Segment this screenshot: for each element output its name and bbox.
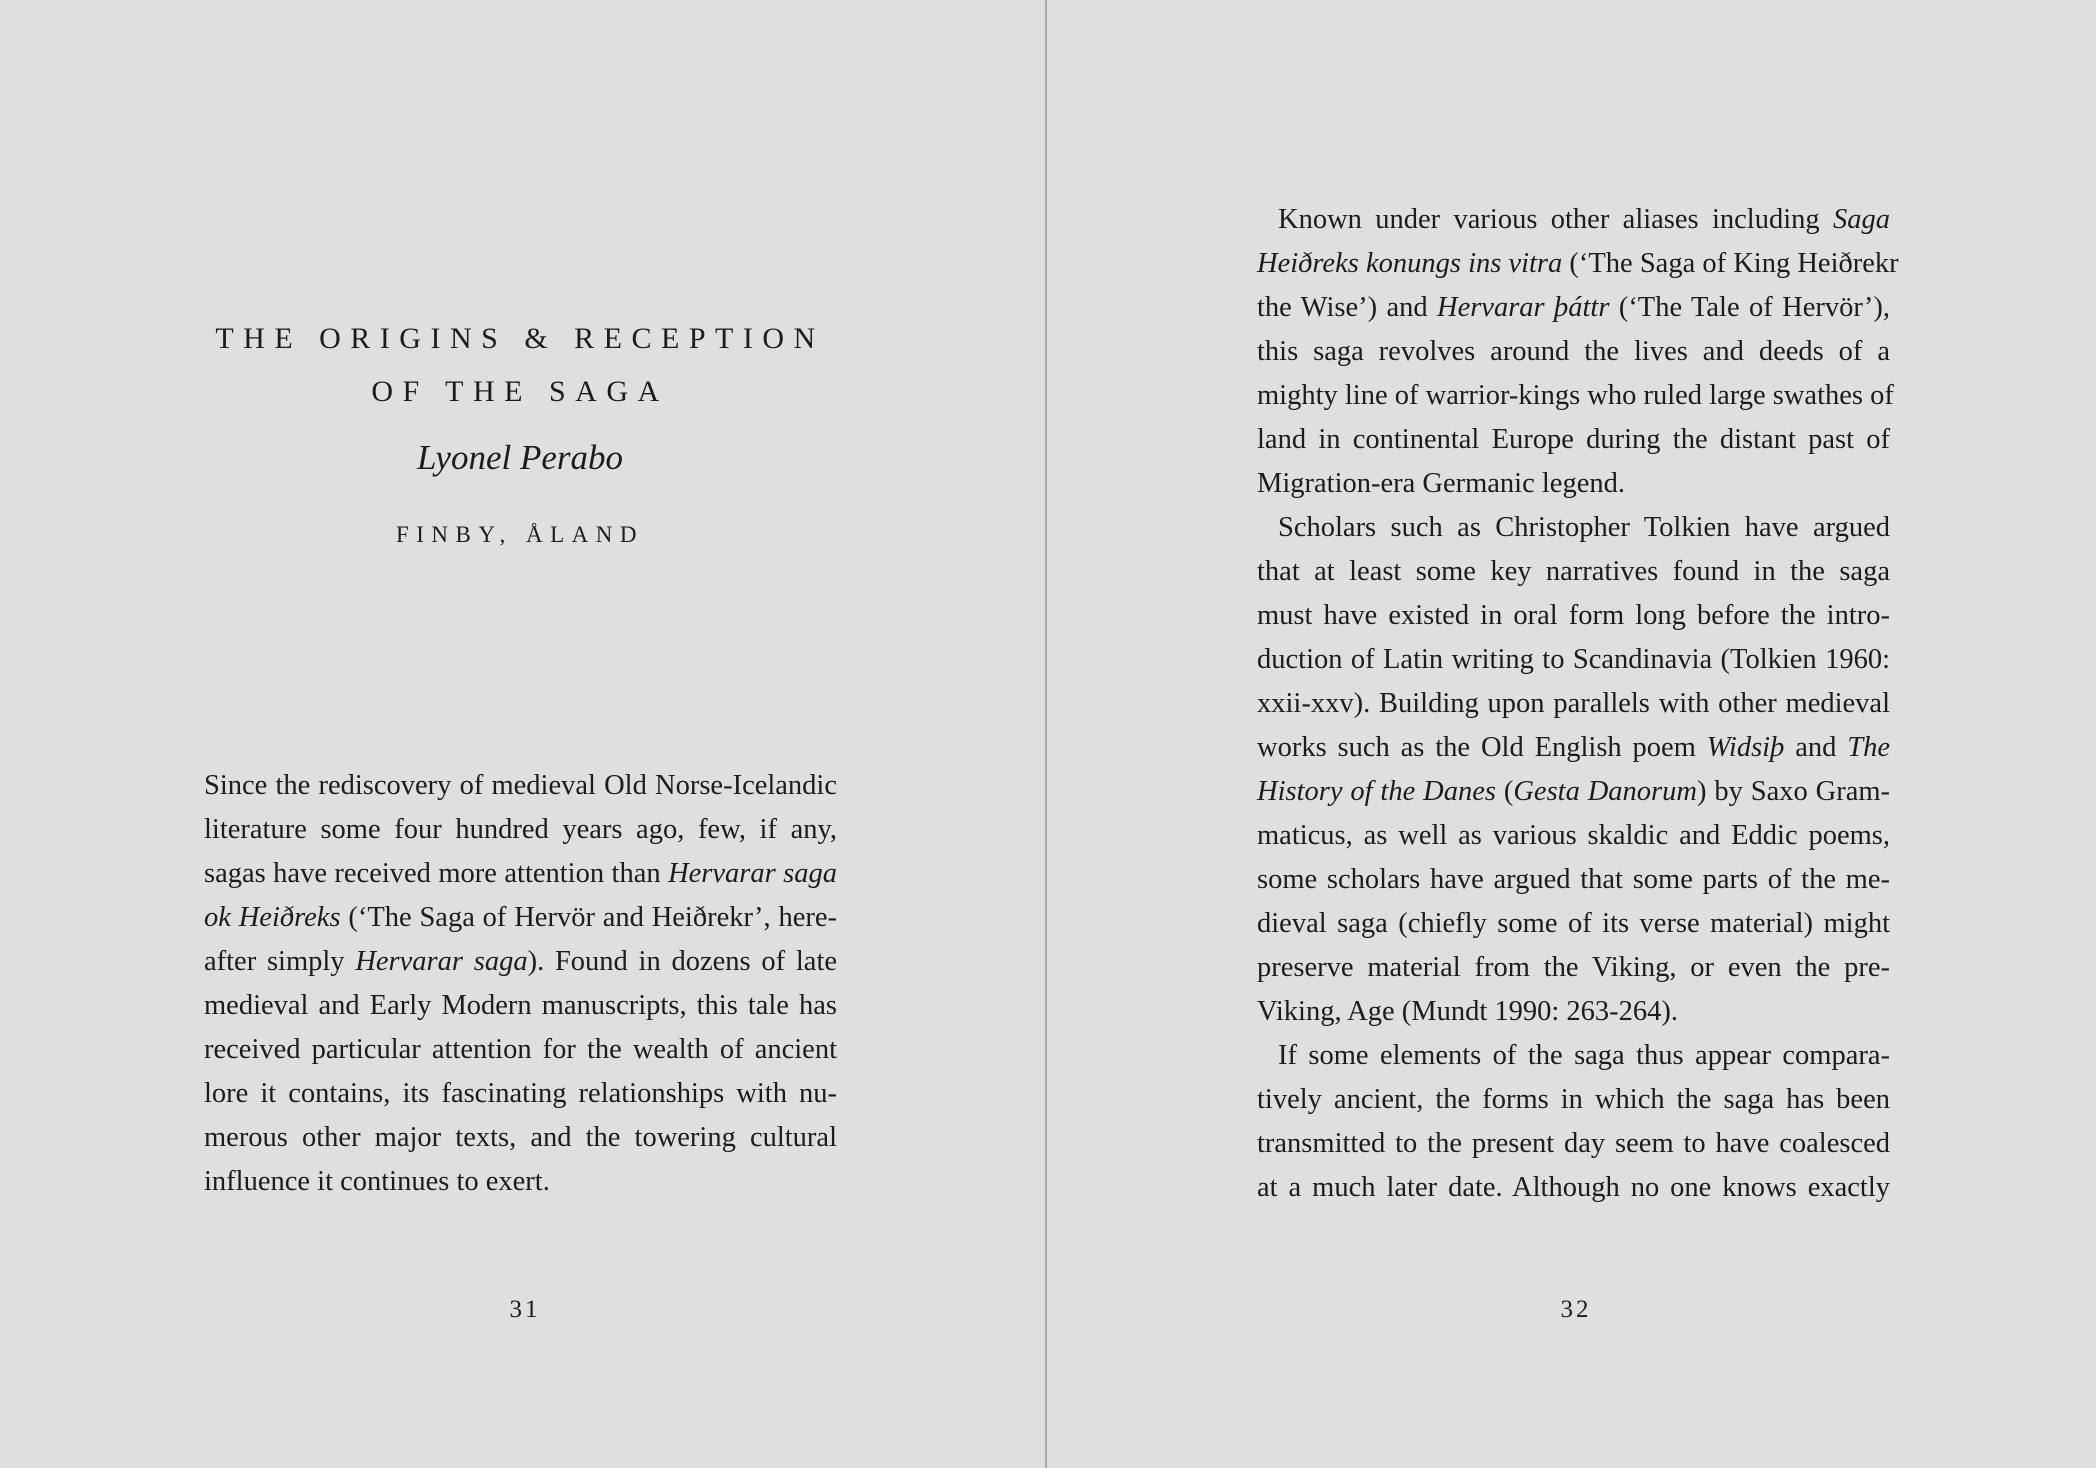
paragraph xyxy=(1257,198,1899,506)
italic-title: History of the Danes xyxy=(1257,776,1496,807)
text-line xyxy=(1257,198,1890,242)
text-line: tively ancient, the forms in which the saga has been xyxy=(1257,1084,1890,1115)
text-line xyxy=(1257,770,1890,814)
italic-title: The xyxy=(1847,732,1890,763)
page-number-left: 31 xyxy=(509,1296,541,1323)
text-line: literature some four hundred years ago, few, if any, xyxy=(204,814,837,845)
text-line: transmitted to the present day seem to have coalesced xyxy=(1257,1128,1890,1159)
text-line: this saga revolves around the lives and deeds of a xyxy=(1257,336,1890,367)
italic-title: Hervarar þáttr xyxy=(1436,292,1610,323)
author-location: FINBY, ÅLAND xyxy=(395,522,645,547)
italic-title: Hervarar saga xyxy=(668,858,838,889)
text-line: Since the rediscovery of medieval Old Norse-Icelandic xyxy=(204,770,837,801)
text-line xyxy=(204,852,837,896)
author-name: Lyonel Perabo xyxy=(416,438,623,477)
text-line: mighty line of warrior-kings who ruled large swathes of xyxy=(1257,380,1894,411)
text-run: (‘The Tale of Hervör’), xyxy=(1609,292,1890,323)
right-body-text xyxy=(1257,198,1899,1210)
chapter-title-line-1: THE ORIGINS & RECEPTION xyxy=(215,322,825,355)
italic-title: Widsiþ xyxy=(1706,732,1785,763)
text-line: merous other major texts, and the towering cultural xyxy=(204,1122,837,1153)
text-line: If some elements of the saga thus appear compara- xyxy=(1278,1040,1890,1071)
text-line: maticus, as well as various skaldic and Eddic poems, xyxy=(1257,820,1890,851)
text-run: (‘The Saga of Hervör and Heiðrekr’, here- xyxy=(340,902,837,933)
text-line xyxy=(1257,286,1890,330)
left-page xyxy=(0,0,1045,1468)
italic-title: Hervarar saga xyxy=(355,946,528,977)
text-run: ) by Saxo Gram- xyxy=(1696,776,1891,807)
text-line: must have existed in oral form long before the intro- xyxy=(1257,600,1890,631)
text-line xyxy=(1257,242,1899,286)
text-line: received particular attention for the wealth of ancient xyxy=(204,1034,837,1065)
text-run: ( xyxy=(1495,776,1514,807)
italic-title: ok Heiðreks xyxy=(204,902,341,933)
text-line xyxy=(204,896,837,940)
text-run: Known under various other aliases including xyxy=(1278,204,1833,235)
italic-title: Heiðreks konungs ins vitra xyxy=(1257,248,1563,279)
chapter-title-line-2: OF THE SAGA xyxy=(371,375,669,408)
text-line: Migration-era Germanic legend. xyxy=(1257,468,1625,499)
text-line: some scholars have argued that some parts of the me- xyxy=(1257,864,1890,895)
text-line xyxy=(204,940,837,984)
text-line: that at least some key narratives found in the saga xyxy=(1257,556,1890,587)
paragraph xyxy=(1257,1034,1890,1210)
text-line: lore it contains, its fascinating relationships with nu- xyxy=(204,1078,837,1109)
text-run: the Wise’) and xyxy=(1257,292,1437,323)
text-line: dieval saga (chiefly some of its verse material) might xyxy=(1257,908,1890,939)
italic-title: Gesta Danorum xyxy=(1513,776,1697,807)
text-run: works such as the Old English poem xyxy=(1257,732,1707,763)
text-line xyxy=(1257,726,1890,770)
page-number-right: 32 xyxy=(1560,1296,1592,1323)
text-run: sagas have received more attention than xyxy=(204,858,669,889)
book-gutter xyxy=(1045,0,1047,1468)
text-run: ). Found in dozens of late xyxy=(527,946,838,977)
text-line: preserve material from the Viking, or even the pre- xyxy=(1257,952,1890,983)
text-line: influence it continues to exert. xyxy=(204,1166,550,1197)
text-line: at a much later date. Although no one knows exactly xyxy=(1257,1172,1890,1203)
text-run: and xyxy=(1784,732,1848,763)
paragraph xyxy=(1257,506,1890,1034)
text-line: Scholars such as Christopher Tolkien have argued xyxy=(1278,512,1890,543)
text-line: land in continental Europe during the distant past of xyxy=(1257,424,1890,455)
paragraph xyxy=(204,764,837,1204)
text-run: (‘The Saga of King Heiðrekr xyxy=(1562,248,1899,279)
chapter-title xyxy=(120,312,920,418)
text-line: medieval and Early Modern manuscripts, this tale has xyxy=(204,990,837,1021)
left-body-text xyxy=(204,764,837,1204)
text-line: Viking, Age (Mundt 1990: 263-264). xyxy=(1257,996,1679,1027)
text-run: after simply xyxy=(204,946,356,977)
text-line: xxii-xxv). Building upon parallels with other medieval xyxy=(1257,688,1890,719)
text-line: duction of Latin writing to Scandinavia (Tolkien 1960: xyxy=(1257,644,1890,675)
italic-title: Saga xyxy=(1833,204,1890,235)
